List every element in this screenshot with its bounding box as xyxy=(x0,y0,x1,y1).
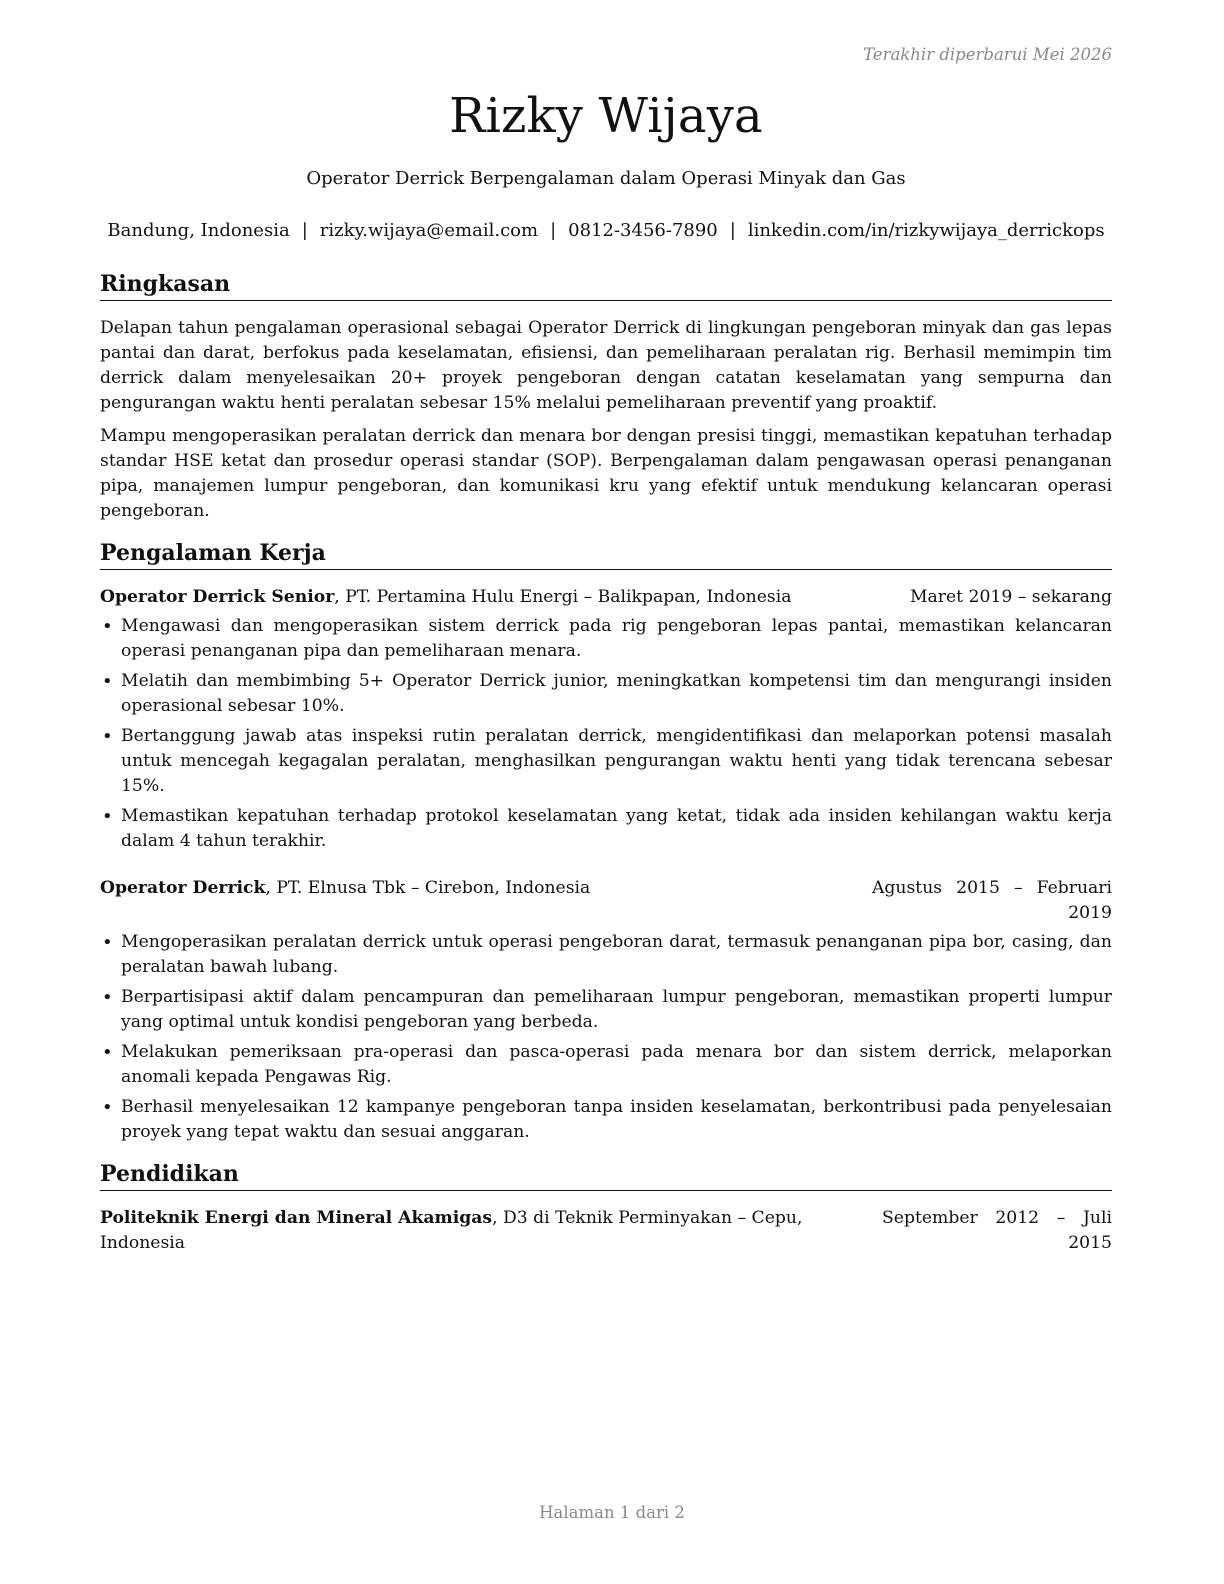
summary-paragraph: Delapan tahun pengalaman operasional sebagai Operator Derrick di lingkungan pengeboran minyak dan gas lepas pantai dan darat, berfokus pada keselamatan, efisiensi, dan pemeliharaan peralatan rig. Berhasil memimpin tim derrick dalam menyelesaikan 20+ proyek pengeboran dengan catatan keselamatan yang sempurna dan pengurangan waktu henti peralatan sebesar 15% melalui pemeliharaan preventif yang proaktif. xyxy=(100,318,1112,413)
contact-linkedin[interactable]: linkedin.com/in/rizkywijaya_derrickops xyxy=(747,220,1105,241)
job-bullet: • Melatih dan membimbing 5+ Operator Derrick junior, meningkatkan kompetensi tim dan mengurangi insiden operasional sebesar 10%. xyxy=(100,669,1112,719)
candidate-name: Rizky Wijaya xyxy=(449,88,763,144)
summary-body xyxy=(100,316,1112,524)
job-bullet: • Mengawasi dan mengoperasikan sistem derrick pada rig pengeboran lepas pantai, memastikan kelancaran operasi penanganan pipa dan pemeliharaan menara. xyxy=(100,614,1112,664)
section-title-experience: Pengalaman Kerja xyxy=(100,539,1112,570)
education-detail: , D3 di Teknik Perminyakan – Cepu, Indonesia xyxy=(100,1208,803,1253)
page-number: Halaman 1 dari 2 xyxy=(539,1503,685,1522)
last-updated: Terakhir diperbarui Mei 2026 xyxy=(863,45,1112,64)
job-header xyxy=(100,585,1112,610)
job-company: , PT. Elnusa Tbk – Cirebon, Indonesia xyxy=(265,878,591,898)
section-title-education: Pendidikan xyxy=(100,1160,1112,1191)
job-title-line xyxy=(100,876,872,901)
education-dates: September 2012 – Juli 2015 xyxy=(882,1208,1112,1253)
job-bullet: • Melakukan pemeriksaan pra-operasi dan pasca-operasi pada menara bor dan sistem derrick, melaporkan anomali kepada Pengawas Rig. xyxy=(100,1040,1112,1090)
job-bullet: • Bertanggung jawab atas inspeksi rutin peralatan derrick, mengidentifikasi dan melaporkan potensi masalah untuk mencegah kegagalan peralatan, menghasilkan pengurangan waktu henti yang tidak terencana sebesar 15%. xyxy=(100,724,1112,799)
contact-email[interactable]: rizky.wijaya@email.com xyxy=(319,220,539,241)
job-header xyxy=(100,876,1112,926)
contact-location: Bandung, Indonesia xyxy=(107,220,290,241)
job-title-line xyxy=(100,585,910,610)
job-bullet: • Mengoperasikan peralatan derrick untuk operasi pengeboran darat, termasuk penanganan pipa bor, casing, dan peralatan bawah lubang. xyxy=(100,930,1112,980)
contact-line xyxy=(100,220,1112,241)
contact-separator: | xyxy=(301,220,308,241)
experience-section xyxy=(100,539,1112,1145)
job-role: Operator Derrick Senior xyxy=(100,587,335,607)
education-institution: Politeknik Energi dan Mineral Akamigas xyxy=(100,1208,493,1228)
job-entry xyxy=(100,585,1112,854)
job-bullet: • Berhasil menyelesaikan 12 kampanye pengeboran tanpa insiden keselamatan, berkontribusi pada penyelesaian proyek yang tepat waktu dan sesuai anggaran. xyxy=(100,1095,1112,1145)
resume-content xyxy=(100,270,1112,1256)
contact-separator: | xyxy=(729,220,736,241)
section-title-summary: Ringkasan xyxy=(100,270,1112,301)
contact-separator: | xyxy=(550,220,557,241)
job-dates: Agustus 2015 – Februari 2019 xyxy=(872,878,1112,923)
job-dates: Maret 2019 – sekarang xyxy=(909,587,1112,607)
job-bullets xyxy=(100,930,1112,1145)
education-entry xyxy=(100,1206,1112,1256)
job-bullet: • Memastikan kepatuhan terhadap protokol keselamatan yang ketat, tidak ada insiden kehilangan waktu kerja dalam 4 tahun terakhir. xyxy=(100,804,1112,854)
job-entry xyxy=(100,876,1112,1145)
education-section xyxy=(100,1160,1112,1256)
job-bullet: • Berpartisipasi aktif dalam pencampuran dan pemeliharaan lumpur pengeboran, memastikan properti lumpur yang optimal untuk kondisi pengeboran yang berbeda. xyxy=(100,985,1112,1035)
education-title-line xyxy=(100,1206,882,1256)
job-role: Operator Derrick xyxy=(100,878,266,898)
summary-paragraph: Mampu mengoperasikan peralatan derrick dan menara bor dengan presisi tinggi, memastikan kepatuhan terhadap standar HSE ketat dan prosedur operasi standar (SOP). Berpengalaman dalam pengawasan operasi penanganan pipa, manajemen lumpur pengeboran, dan komunikasi kru yang efektif untuk mendukung kelancaran operasi pengeboran. xyxy=(100,426,1112,521)
job-bullets xyxy=(100,614,1112,854)
job-company: , PT. Pertamina Hulu Energi – Balikpapan, Indonesia xyxy=(334,587,792,607)
summary-section xyxy=(100,270,1112,524)
contact-phone: 0812-3456-7890 xyxy=(568,220,718,241)
candidate-tagline: Operator Derrick Berpengalaman dalam Operasi Minyak dan Gas xyxy=(306,168,906,189)
